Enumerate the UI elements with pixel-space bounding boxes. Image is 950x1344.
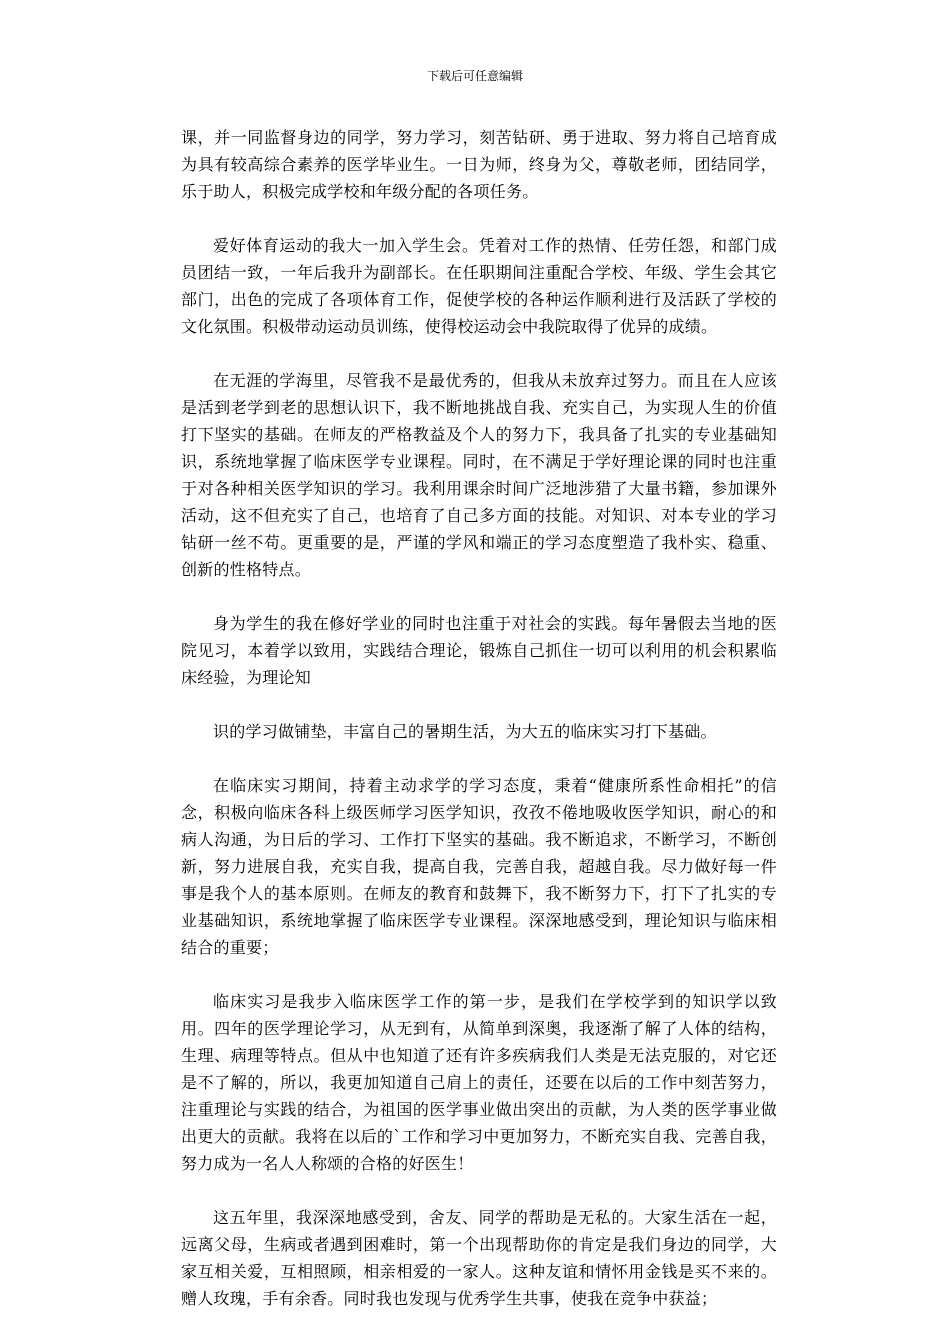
document-body	[181, 124, 777, 1312]
paragraph-gap	[181, 745, 777, 772]
paragraph: 识的学习做铺垫，丰富自己的暑期生活，为大五的临床实习打下基础。	[213, 722, 717, 741]
paragraph: 爱好体育运动的我大一加入学生会。凭着对工作的热情、任劳任怨，和部门成员团结一致，一年后我升为副部长。在任职期间注重配合学校、年级、学生会其它部门，出色的完成了各项体育工作，促使学校的各种运作顺利进行及活跃了学校的文化氛围。积极带动运动员训练，使得校运动会中我院取得了优异的成绩。	[181, 236, 777, 336]
paragraph-gap	[181, 340, 777, 367]
paragraph: 课，并一同监督身边的同学，努力学习，刻苦钻研、勇于进取、努力将自己培育成为具有较高综合素养的医学毕业生。一日为师，终身为父，尊敬老师，团结同学，乐于助人，积极完成学校和年级分配的各项任务。	[181, 128, 777, 201]
paragraph-gap	[181, 1177, 777, 1204]
paragraph: 在无涯的学海里，尽管我不是最优秀的，但我从未放弃过努力。而且在人应该是活到老学到老的思想认识下，我不断地挑战自我、充实自己，为实现人生的价值打下坚实的基础。在师友的严格教益及个人的努力下，我具备了扎实的专业基础知识，系统地掌握了临床医学专业课程。同时，在不满足于学好理论课的同时也注重于对各种相关医学知识的学习。我利用课余时间广泛地涉猎了大量书籍，参加课外活动，这不但充实了自己，也培育了自己多方面的技能。对知识、对本专业的学习钻研一丝不苟。更重要的是，严谨的学风和端正的学习态度塑造了我朴实、稳重、创新的性格特点。	[181, 371, 777, 579]
paragraph-gap	[181, 205, 777, 232]
paragraph: 临床实习是我步入临床医学工作的第一步，是我们在学校学到的知识学以致用。四年的医学理论学习，从无到有，从简单到深奥，我逐渐了解了人体的结构，生理、病理等特点。但从中也知道了还有许多疾病我们人类是无法克服的，对它还是不了解的，所以，我更加知道自己肩上的责任，还要在以后的工作中刻苦努力，注重理论与实践的结合，为祖国的医学事业做出突出的贡献，为人类的医学事业做出更大的贡献。我将在以后的`工作和学习中更加努力，不断充实自我、完善自我，努力成为一名人人称颂的合格的好医生！	[181, 992, 777, 1173]
paragraph: 在临床实习期间，持着主动求学的学习态度，秉着“健康所系性命相托”的信念，积极向临床各科上级医师学习医学知识，孜孜不倦地吸收医学知识，耐心的和病人沟通，为日后的学习、工作打下坚实的基础。我不断追求，不断学习，不断创新，努力进展自我，充实自我，提高自我，完善自我，超越自我。尽力做好每一件事是我个人的基本原则。在师友的教育和鼓舞下，我不断努力下，打下了扎实的专业基础知识，系统地掌握了临床医学专业课程。深深地感受到，理论知识与临床相结合的重要；	[181, 776, 777, 957]
paragraph-gap	[181, 961, 777, 988]
paragraph: 身为学生的我在修好学业的同时也注重于对社会的实践。每年暑假去当地的医院见习，本着学以致用，实践结合理论，锻炼自己抓住一切可以利用的机会积累临床经验，为理论知	[181, 614, 777, 687]
paragraph: 这五年里，我深深地感受到，舍友、同学的帮助是无私的。大家生活在一起，远离父母，生病或者遇到困难时，第一个出现帮助你的肯定是我们身边的同学，大家互相关爱，互相照顾，相亲相爱的一家人。这种友谊和情怀用金钱是买不来的。赠人玫瑰，手有余香。同时我也发现与优秀学生共事，使我在竞争中获益；	[181, 1208, 777, 1308]
page-header: 下载后可任意编辑	[426, 69, 523, 83]
paragraph-gap	[181, 583, 777, 610]
paragraph-gap	[181, 691, 777, 718]
